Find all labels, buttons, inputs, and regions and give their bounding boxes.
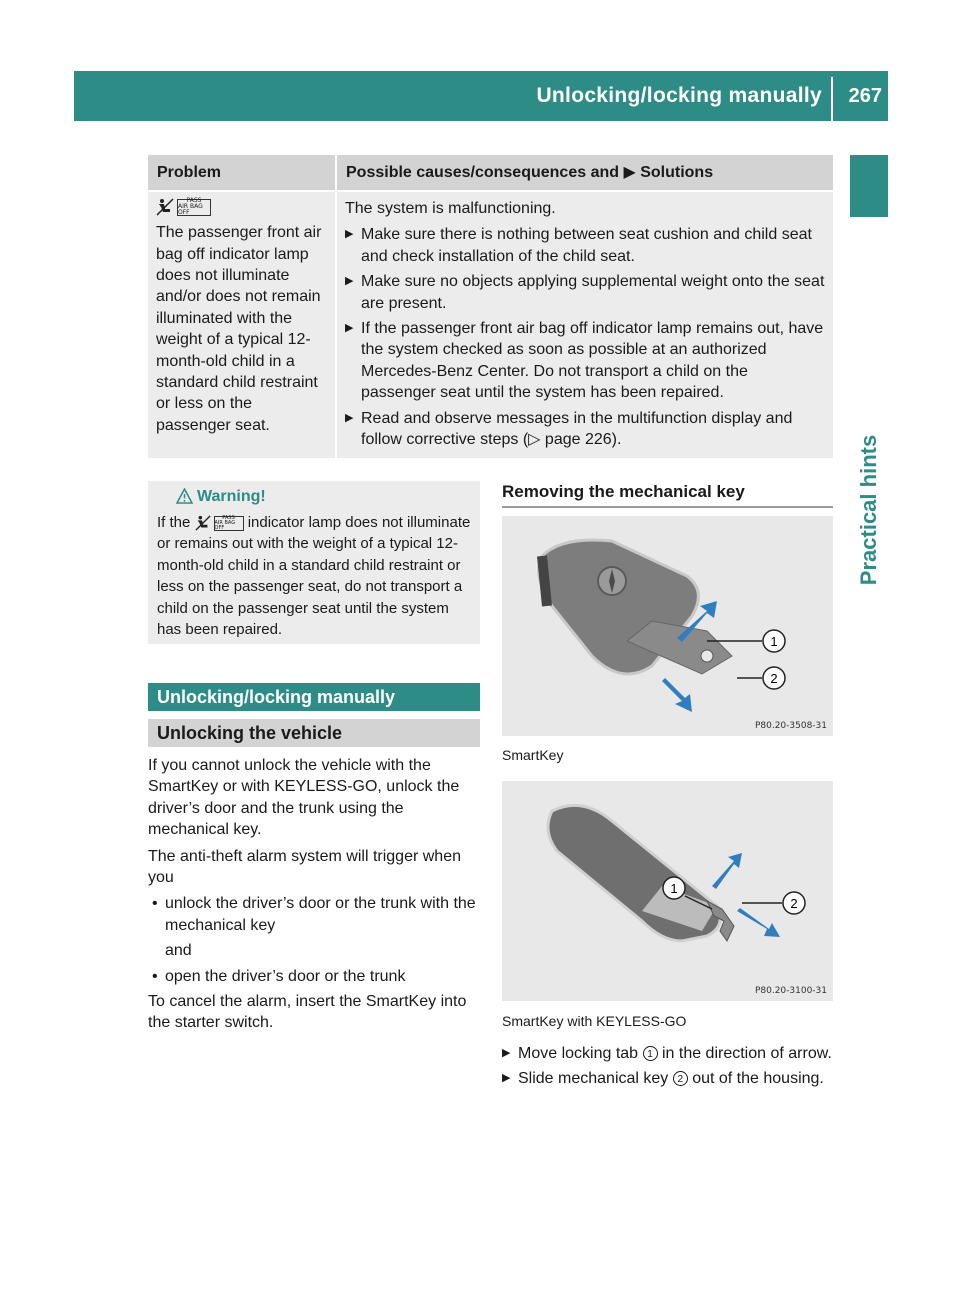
- smartkey-figure: [502, 516, 833, 736]
- list-item: • open the driver’s door or the trunk: [148, 966, 483, 987]
- step-item: ▶ Move locking tab 1 in the direction of arrow.: [502, 1043, 842, 1064]
- callout-2: 2: [790, 896, 798, 911]
- removal-steps: [502, 1043, 842, 1094]
- subsection-heading: Unlocking the vehicle: [148, 719, 480, 747]
- warning-triangle-icon: [176, 488, 193, 504]
- callout-2: 2: [770, 671, 778, 686]
- warning-title: Warning!: [197, 487, 471, 507]
- column-header-solutions: [337, 155, 833, 190]
- callout-1: 1: [770, 634, 778, 649]
- solution-item: ▶ If the passenger front air bag off indicator lamp remains out, have the system checked as soon as possible at an authorized Mercedes-Benz Center. Do not transport a child on the passenger seat until the system has been repaired.: [345, 320, 824, 402]
- page-header: [74, 71, 888, 121]
- child-seat-icon: [156, 198, 174, 216]
- child-seat-icon: [195, 515, 211, 531]
- header-title: Unlocking/locking manually: [536, 84, 822, 107]
- list-item: • unlock the driver’s door or the trunk with the mechanical key: [152, 895, 476, 934]
- smartkey-keyless-figure: [502, 781, 833, 1001]
- paragraph: The anti-theft alarm system will trigger when you: [148, 847, 461, 887]
- figure-caption: SmartKey: [502, 747, 564, 763]
- solution-item: ▶ Read and observe messages in the multifunction display and follow corrective steps (▷ page 226).: [345, 409, 793, 449]
- table-cell-solutions: [337, 192, 833, 458]
- keyless-go-illustration-icon: [502, 781, 833, 1001]
- warning-box: [148, 481, 480, 644]
- pass-airbag-off-icon: PASS AIR BAG OFF: [214, 516, 244, 531]
- paragraph: If you cannot unlock the vehicle with the SmartKey or with KEYLESS-GO, unlock the driver’s door and the trunk using the mechanical key.: [148, 757, 460, 839]
- problem-table: [148, 155, 833, 458]
- callout-1: 1: [670, 881, 678, 896]
- airbag-indicator: [156, 198, 327, 216]
- section-heading: Unlocking/locking manually: [148, 683, 480, 711]
- figure-caption: SmartKey with KEYLESS-GO: [502, 1013, 687, 1029]
- step-arrow-icon: ▶: [502, 1047, 511, 1059]
- page-number: 267: [848, 85, 882, 107]
- figure-code: P80.20-3100-31: [754, 986, 827, 996]
- step-item: ▶ Slide mechanical key 2 out of the housing.: [502, 1068, 842, 1089]
- warning-text: If the PASS AIR BAG OFF indicator lamp does not illuminate or remains out with the weight of a typical 12-month-old child in a standard child restraint or less on the passenger seat, do not transport a child on the passenger seat until the system has been repaired.: [157, 514, 471, 639]
- step-arrow-icon: ▶: [502, 1072, 511, 1085]
- callout-circle-1: 1: [643, 1046, 658, 1061]
- solution-item: ▶ Make sure no objects applying supplemental weight onto the seat are present.: [345, 273, 825, 312]
- airbag-indicator: [195, 515, 244, 531]
- side-tab-text: Practical hints: [856, 434, 881, 586]
- pass-airbag-off-icon: PASS AIR BAG OFF: [177, 199, 211, 216]
- smartkey-illustration-icon: [502, 516, 833, 736]
- paragraph: To cancel the alarm, insert the SmartKey into the starter switch.: [148, 993, 467, 1032]
- table-cell-problem: [148, 192, 335, 458]
- step-arrow-icon: ▶: [345, 275, 354, 288]
- bullet-icon: •: [152, 895, 158, 913]
- header-divider: [831, 77, 833, 121]
- callout-circle-2: 2: [673, 1071, 688, 1086]
- figure-code: P80.20-3508-31: [754, 721, 827, 731]
- left-body-text: [148, 755, 483, 1039]
- side-tab-block: [850, 155, 888, 217]
- side-tab-label: [850, 420, 888, 600]
- solution-item: ▶ Make sure there is nothing between seat cushion and child seat and check installation of the child seat.: [345, 226, 812, 265]
- list-connector: and: [165, 942, 192, 960]
- column-header-solutions-text: Possible causes/consequences and ▶ Solutions: [346, 164, 714, 181]
- right-heading: Removing the mechanical key: [502, 482, 833, 508]
- column-header-problem: Problem: [148, 155, 335, 190]
- problem-description: The passenger front air bag off indicator lamp does not illuminate and/or does not remain illuminated with the weight of a typical 12-month-old child in a standard child restraint or less on the passenger seat.: [156, 224, 322, 434]
- bullet-icon: •: [152, 967, 158, 985]
- step-arrow-icon: ▶: [345, 411, 354, 424]
- cause-text: The system is malfunctioning.: [345, 200, 556, 217]
- step-arrow-icon: ▶: [345, 322, 354, 335]
- step-arrow-icon: ▶: [345, 228, 354, 241]
